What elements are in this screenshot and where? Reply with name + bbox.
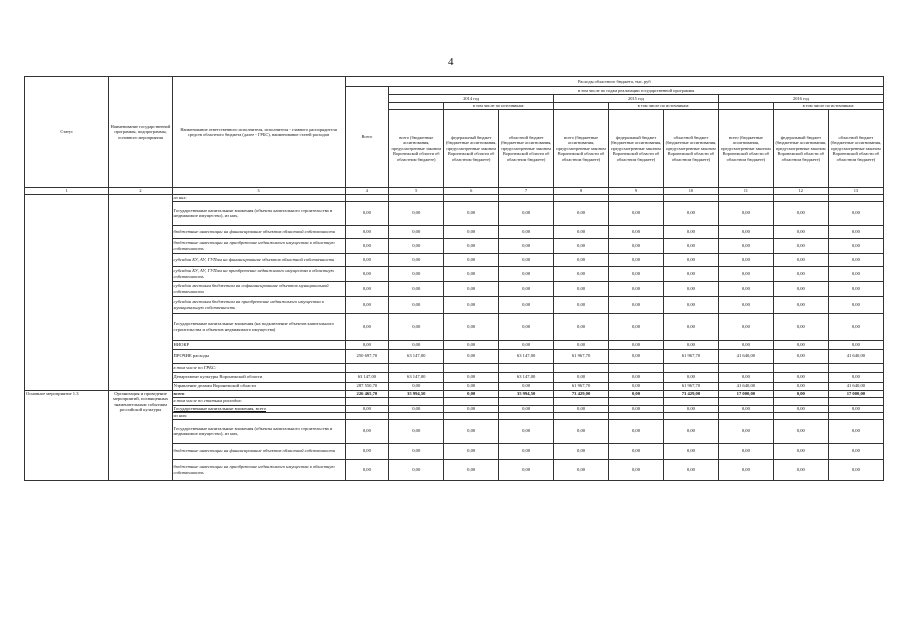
value-cell: 0,00 <box>499 419 554 443</box>
value-cell: 0,00 <box>718 281 773 296</box>
value-cell <box>444 397 499 405</box>
header-executor: Наименование ответственного исполнителя, исполнителя - главного распорядителя средств областного бюджета (далее - ГРБС), наименование статей расходов <box>172 77 345 188</box>
value-cell <box>499 412 554 419</box>
value-cell: 0,00 <box>389 443 444 459</box>
value-cell: 0,00 <box>345 266 389 281</box>
value-cell: 0,00 <box>609 238 664 253</box>
value-cell: 0,00 <box>444 313 499 340</box>
column-number: 1 <box>25 188 109 195</box>
value-cell: 61 967,70 <box>554 382 609 390</box>
value-cell: 0,00 <box>609 340 664 349</box>
column-number: 4 <box>345 188 389 195</box>
value-cell: 0,00 <box>718 225 773 238</box>
row-label: субсидии местным бюджетам на софинансирование объектов муниципальной собственности <box>172 281 345 296</box>
column-number: 13 <box>828 188 883 195</box>
value-cell: 63 147,00 <box>345 372 389 382</box>
value-cell: 0,00 <box>663 340 718 349</box>
value-cell <box>828 195 883 202</box>
value-cell: 0,00 <box>718 266 773 281</box>
value-cell: 0,00 <box>828 238 883 253</box>
status-cell <box>25 195 109 391</box>
value-cell: 0,00 <box>389 281 444 296</box>
value-cell: 0,00 <box>663 459 718 480</box>
value-cell: 0,00 <box>663 225 718 238</box>
value-cell: 0,00 <box>444 340 499 349</box>
value-cell <box>828 397 883 405</box>
column-number: 10 <box>663 188 718 195</box>
value-cell: 0,00 <box>718 313 773 340</box>
value-cell: 0,00 <box>718 296 773 313</box>
row-label: ПРОЧИЕ расходы <box>172 349 345 363</box>
value-cell: 0,00 <box>718 443 773 459</box>
value-cell: 0,00 <box>773 253 828 266</box>
value-cell <box>773 363 828 372</box>
value-cell: 0,00 <box>554 340 609 349</box>
value-cell: 0,00 <box>554 372 609 382</box>
value-cell: 0,00 <box>554 296 609 313</box>
value-cell: 63 147,00 <box>389 349 444 363</box>
value-cell: 287 550,70 <box>345 382 389 390</box>
value-cell: 0,00 <box>609 405 664 412</box>
value-cell: 0,00 <box>444 281 499 296</box>
row-label: из них: <box>172 195 345 202</box>
value-cell: 0,00 <box>554 281 609 296</box>
page-number: 4 <box>448 56 454 68</box>
value-cell: 0,00 <box>609 382 664 390</box>
value-cell: 0,00 <box>444 225 499 238</box>
value-cell <box>345 363 389 372</box>
value-cell: 0,00 <box>773 372 828 382</box>
value-cell: 0,00 <box>663 405 718 412</box>
header-col-regional: областной бюджет (бюджетные ассигнования, предусмотренные законом Воронежской области об областном бюджете) <box>828 110 883 188</box>
value-cell <box>718 363 773 372</box>
column-number: 11 <box>718 188 773 195</box>
value-cell: 0,00 <box>663 238 718 253</box>
value-cell <box>345 397 389 405</box>
value-cell <box>773 195 828 202</box>
value-cell <box>389 195 444 202</box>
header-year-2016: 2016 год <box>718 95 883 103</box>
value-cell: 0,00 <box>773 281 828 296</box>
value-cell: 0,00 <box>609 266 664 281</box>
header-by-years: в том числе по годам реализации государственной программы <box>389 87 884 95</box>
value-cell: 0,00 <box>663 281 718 296</box>
value-cell: 35 994,50 <box>499 390 554 397</box>
value-cell <box>345 412 389 419</box>
header-status: Статус <box>25 77 109 188</box>
value-cell <box>609 363 664 372</box>
value-cell: 0,00 <box>444 238 499 253</box>
value-cell <box>389 363 444 372</box>
value-cell: 0,00 <box>499 201 554 225</box>
value-cell <box>663 195 718 202</box>
header-col-federal: федеральный бюджет (бюджетные ассигнования, предусмотренные законом Воронежской области об областном бюджете) <box>444 110 499 188</box>
value-cell: 0,00 <box>773 349 828 363</box>
value-cell: 0,00 <box>828 253 883 266</box>
value-cell: 0,00 <box>389 405 444 412</box>
value-cell: 0,00 <box>773 443 828 459</box>
value-cell: 61 967,70 <box>663 382 718 390</box>
value-cell: 0,00 <box>345 459 389 480</box>
value-cell: 0,00 <box>773 201 828 225</box>
value-cell: 63 147,00 <box>499 372 554 382</box>
value-cell: 0,00 <box>828 313 883 340</box>
value-cell: 0,00 <box>389 313 444 340</box>
value-cell: 0,00 <box>499 405 554 412</box>
column-number: 12 <box>773 188 828 195</box>
value-cell: 17 000,00 <box>828 390 883 397</box>
value-cell <box>554 363 609 372</box>
value-cell: 0,00 <box>718 419 773 443</box>
value-cell: 0,00 <box>663 313 718 340</box>
value-cell: 0,00 <box>345 238 389 253</box>
header-col-regional: областной бюджет (бюджетные ассигнования, предусмотренные законом Воронежской области об областном бюджете) <box>663 110 718 188</box>
value-cell: 0,00 <box>554 443 609 459</box>
value-cell: 0,00 <box>554 253 609 266</box>
header-program-name: Наименование государственной программы, подпрограммы, основного мероприятия <box>109 77 172 188</box>
value-cell <box>554 397 609 405</box>
value-cell: 0,00 <box>389 201 444 225</box>
column-number: 9 <box>609 188 664 195</box>
value-cell: 0,00 <box>828 340 883 349</box>
value-cell: 0,00 <box>389 253 444 266</box>
value-cell: 0,00 <box>773 296 828 313</box>
column-number: 3 <box>172 188 345 195</box>
value-cell: 0,00 <box>444 266 499 281</box>
value-cell: 0,00 <box>499 382 554 390</box>
value-cell: 63 147,00 <box>499 349 554 363</box>
value-cell: 0,00 <box>663 266 718 281</box>
value-cell <box>554 412 609 419</box>
value-cell: 0,00 <box>828 225 883 238</box>
value-cell: 0,00 <box>389 340 444 349</box>
value-cell: 0,00 <box>499 225 554 238</box>
value-cell: 0,00 <box>444 382 499 390</box>
value-cell: 0,00 <box>444 405 499 412</box>
value-cell: 0,00 <box>828 405 883 412</box>
value-cell <box>444 195 499 202</box>
value-cell: 0,00 <box>444 459 499 480</box>
value-cell <box>389 397 444 405</box>
value-cell: 0,00 <box>345 419 389 443</box>
value-cell: 0,00 <box>345 253 389 266</box>
value-cell: 250 697,70 <box>345 349 389 363</box>
value-cell: 0,00 <box>444 443 499 459</box>
value-cell: 0,00 <box>609 225 664 238</box>
value-cell: 35 994,50 <box>389 390 444 397</box>
value-cell: 0,00 <box>389 296 444 313</box>
value-cell: 0,00 <box>444 296 499 313</box>
value-cell: 0,00 <box>718 405 773 412</box>
header-col-all: всего (бюджетные ассигнования, предусмотренные законом Воронежской области об областном бюджете) <box>554 110 609 188</box>
value-cell: 0,00 <box>828 296 883 313</box>
row-label: субсидии БУ, АУ, ГУПам на финансирование объектов областной собственности <box>172 253 345 266</box>
value-cell: 0,00 <box>773 225 828 238</box>
value-cell <box>609 397 664 405</box>
value-cell: 0,00 <box>663 296 718 313</box>
value-cell: 0,00 <box>828 443 883 459</box>
value-cell: 0,00 <box>389 225 444 238</box>
value-cell: 0,00 <box>773 313 828 340</box>
value-cell: 0,00 <box>663 372 718 382</box>
value-cell: 0,00 <box>554 238 609 253</box>
value-cell: 0,00 <box>499 443 554 459</box>
value-cell: 0,00 <box>609 459 664 480</box>
row-label: Государственные капитальные вложения, всего <box>172 405 345 412</box>
value-cell: 0,00 <box>389 382 444 390</box>
header-col-all: всего (бюджетные ассигнования, предусмотренные законом Воронежской области об областном бюджете) <box>389 110 444 188</box>
value-cell: 0,00 <box>499 266 554 281</box>
value-cell: 0,00 <box>499 281 554 296</box>
value-cell: 0,00 <box>345 405 389 412</box>
value-cell: 0,00 <box>609 253 664 266</box>
row-label: Департамент культуры Воронежской области <box>172 372 345 382</box>
header-col-regional: областной бюджет (бюджетные ассигнования, предусмотренные законом Воронежской области об областном бюджете) <box>499 110 554 188</box>
value-cell: 0,00 <box>609 296 664 313</box>
value-cell: 0,00 <box>828 266 883 281</box>
value-cell: 0,00 <box>718 201 773 225</box>
row-label: в том числе по ГРБС: <box>172 363 345 372</box>
activity-name: Организация и проведение мероприятий, посвященных знаменательным событиям российской культуры <box>109 390 172 480</box>
value-cell: 73 429,00 <box>554 390 609 397</box>
value-cell: 0,00 <box>773 340 828 349</box>
column-number: 5 <box>389 188 444 195</box>
table-row <box>25 390 884 397</box>
header-sources-2015: в том числе по источникам: <box>609 103 719 110</box>
value-cell: 0,00 <box>554 459 609 480</box>
header-col-federal: федеральный бюджет (бюджетные ассигнования, предусмотренные законом Воронежской области об областном бюджете) <box>773 110 828 188</box>
value-cell: 0,00 <box>389 459 444 480</box>
value-cell: 0,00 <box>773 238 828 253</box>
value-cell: 61 967,70 <box>663 349 718 363</box>
row-label: Государственные капитальные вложения (объекты капитального строительства и недвижимое имущество), из них, <box>172 419 345 443</box>
value-cell: 0,00 <box>663 419 718 443</box>
value-cell <box>609 412 664 419</box>
value-cell: 0,00 <box>345 443 389 459</box>
row-label: субсидии БУ, АУ, ГУПам на приобретение недвижимого имущества в областную собственность <box>172 266 345 281</box>
row-label: из них: <box>172 412 345 419</box>
value-cell: 63 147,00 <box>389 372 444 382</box>
value-cell: 0,00 <box>499 253 554 266</box>
value-cell: 0,00 <box>499 459 554 480</box>
value-cell <box>773 412 828 419</box>
value-cell: 0,00 <box>444 390 499 397</box>
budget-table <box>24 76 884 481</box>
value-cell: 61 967,70 <box>554 349 609 363</box>
value-cell <box>444 412 499 419</box>
program-cell <box>109 195 172 391</box>
value-cell: 0,00 <box>499 313 554 340</box>
value-cell: 0,00 <box>773 382 828 390</box>
value-cell: 0,00 <box>389 419 444 443</box>
value-cell: 0,00 <box>773 405 828 412</box>
value-cell: 0,00 <box>718 253 773 266</box>
value-cell: 0,00 <box>444 419 499 443</box>
value-cell: 0,00 <box>828 281 883 296</box>
value-cell: 0,00 <box>609 281 664 296</box>
value-cell <box>663 412 718 419</box>
value-cell: 0,00 <box>499 238 554 253</box>
value-cell <box>718 397 773 405</box>
value-cell: 0,00 <box>718 459 773 480</box>
value-cell <box>828 412 883 419</box>
value-cell <box>663 363 718 372</box>
row-label: Управление делами Воронежской области <box>172 382 345 390</box>
value-cell: 0,00 <box>718 340 773 349</box>
value-cell: 0,00 <box>499 296 554 313</box>
value-cell: 0,00 <box>609 390 664 397</box>
value-cell <box>663 397 718 405</box>
row-label: бюджетные инвестиции на финансирование объектов областной собственности <box>172 225 345 238</box>
value-cell: 0,00 <box>609 313 664 340</box>
column-number: 7 <box>499 188 554 195</box>
row-label: НИОКР <box>172 340 345 349</box>
value-cell: 0,00 <box>718 372 773 382</box>
value-cell: 73 429,00 <box>663 390 718 397</box>
row-label: бюджетные инвестиции на приобретение недвижимого имущества в областную собственность <box>172 459 345 480</box>
value-cell: 0,00 <box>609 372 664 382</box>
value-cell: 0,00 <box>554 201 609 225</box>
value-cell: 0,00 <box>663 443 718 459</box>
value-cell: 0,00 <box>663 201 718 225</box>
value-cell <box>499 195 554 202</box>
value-cell: 0,00 <box>554 405 609 412</box>
value-cell: 41 640,00 <box>718 382 773 390</box>
value-cell: 0,00 <box>773 459 828 480</box>
value-cell: 0,00 <box>554 225 609 238</box>
value-cell: 0,00 <box>345 225 389 238</box>
value-cell: 0,00 <box>444 201 499 225</box>
value-cell: 0,00 <box>773 390 828 397</box>
value-cell <box>718 195 773 202</box>
row-label: Государственные капитальные вложения (на подключение объектов капитального строительства и объектов недвижимого имущества) <box>172 313 345 340</box>
value-cell: 0,00 <box>554 313 609 340</box>
value-cell: 0,00 <box>718 238 773 253</box>
header-year-2014: 2014 год <box>389 95 554 103</box>
activity-status: Основное мероприятие 1.3 <box>25 390 109 480</box>
value-cell: 0,00 <box>828 459 883 480</box>
value-cell: 0,00 <box>828 201 883 225</box>
value-cell: 0,00 <box>773 266 828 281</box>
value-cell <box>499 363 554 372</box>
table-row <box>25 195 884 202</box>
value-cell: 0,00 <box>444 253 499 266</box>
header-sources-2016: в том числе по источникам: <box>773 103 883 110</box>
header-sources-2014: в том числе по источникам: <box>444 103 554 110</box>
value-cell: 0,00 <box>345 201 389 225</box>
column-number: 2 <box>109 188 172 195</box>
value-cell <box>389 412 444 419</box>
value-cell: 0,00 <box>828 419 883 443</box>
column-number: 6 <box>444 188 499 195</box>
value-cell: 0,00 <box>554 419 609 443</box>
header-expenses: Расходы областного бюджета, тыс. руб <box>345 77 883 87</box>
value-cell: 0,00 <box>389 238 444 253</box>
value-cell: 0,00 <box>345 281 389 296</box>
value-cell <box>554 195 609 202</box>
value-cell: 226 465,70 <box>345 390 389 397</box>
header-col-all: всего (бюджетные ассигнования, предусмотренные законом Воронежской области об областном бюджете) <box>718 110 773 188</box>
value-cell: 0,00 <box>345 296 389 313</box>
header-total: Всего <box>345 87 389 188</box>
value-cell: 0,00 <box>444 372 499 382</box>
value-cell: 0,00 <box>828 372 883 382</box>
value-cell: 0,00 <box>389 266 444 281</box>
value-cell: 0,00 <box>609 201 664 225</box>
value-cell: 0,00 <box>773 419 828 443</box>
value-cell <box>828 363 883 372</box>
value-cell: 41 640,00 <box>718 349 773 363</box>
value-cell <box>609 195 664 202</box>
value-cell: 0,00 <box>499 340 554 349</box>
header-col-federal: федеральный бюджет (бюджетные ассигнования, предусмотренные законом Воронежской области об областном бюджете) <box>609 110 664 188</box>
value-cell: 41 640,00 <box>828 349 883 363</box>
value-cell: 0,00 <box>345 340 389 349</box>
value-cell: 17 000,00 <box>718 390 773 397</box>
value-cell: 0,00 <box>663 253 718 266</box>
value-cell <box>499 397 554 405</box>
value-cell <box>345 195 389 202</box>
row-label: бюджетные инвестиции на приобретение недвижимого имущества в областную собственность <box>172 238 345 253</box>
row-label: всего <box>172 390 345 397</box>
row-label: субсидии местным бюджетам на приобретение недвижимого имущества в муниципальную собственность <box>172 296 345 313</box>
value-cell: 0,00 <box>609 419 664 443</box>
row-label: Государственные капитальные вложения (объекты капитального строительства и недвижимое имущество), из них, <box>172 201 345 225</box>
value-cell <box>444 363 499 372</box>
value-cell: 0,00 <box>609 349 664 363</box>
value-cell: 0,00 <box>345 313 389 340</box>
value-cell <box>718 412 773 419</box>
column-number: 8 <box>554 188 609 195</box>
row-label: бюджетные инвестиции на финансирование объектов областной собственности <box>172 443 345 459</box>
value-cell: 0,00 <box>554 266 609 281</box>
value-cell: 0,00 <box>444 349 499 363</box>
header-year-2015: 2015 год <box>554 95 719 103</box>
value-cell <box>773 397 828 405</box>
value-cell: 0,00 <box>609 443 664 459</box>
row-label: в том числе по статьям расходов: <box>172 397 345 405</box>
value-cell: 41 640,00 <box>828 382 883 390</box>
